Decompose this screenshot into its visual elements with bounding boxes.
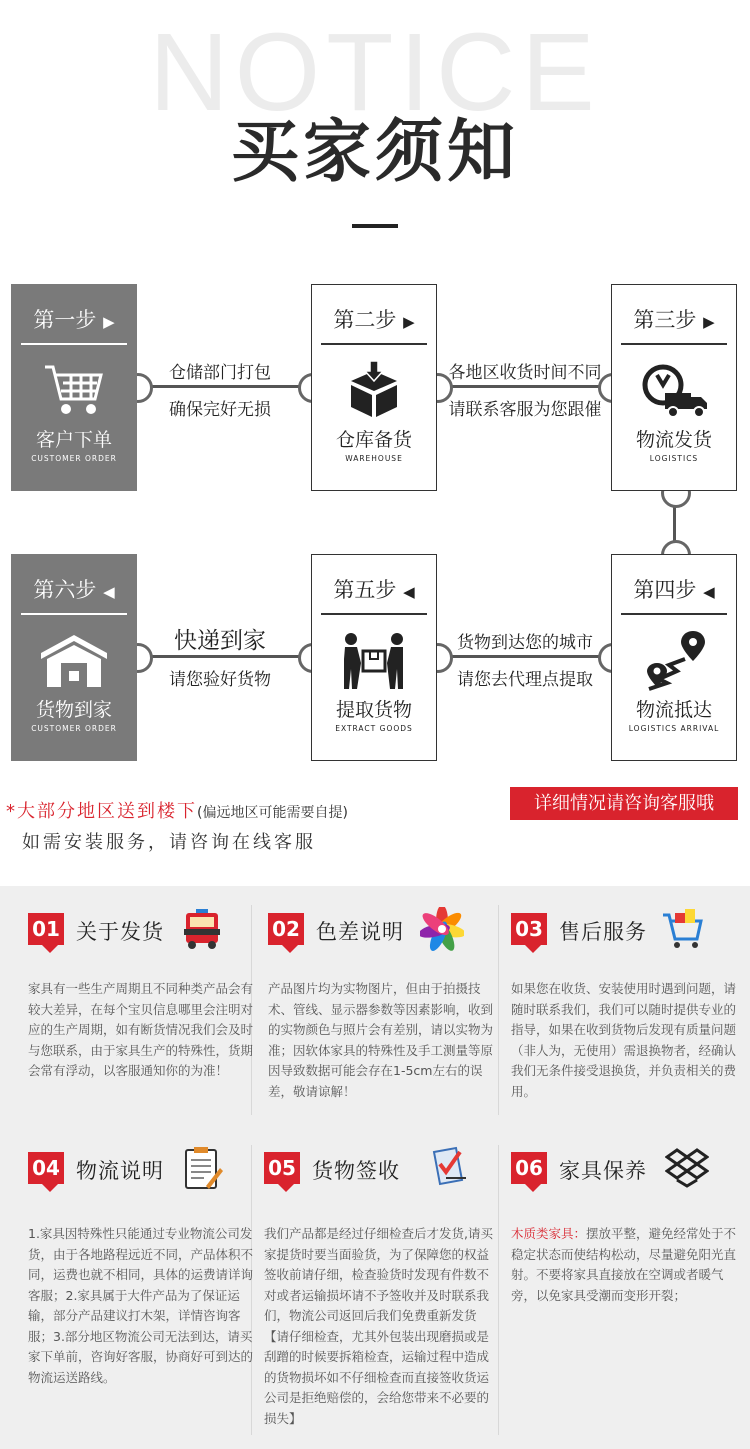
step-5-card <box>311 554 437 761</box>
step-label: 第五步 <box>333 578 397 602</box>
card-body: 产品图片均为实物图片，但由于拍摄技术、管线、显示器参数等因素影响，收到的实物颜色与照片会有差别，请以实物为准；因软体家具的特殊性及手工测量等原因导致数据可能会存在1-5cm左右的误差，敬请谅解！ <box>268 981 494 1099</box>
box-icon <box>339 359 409 421</box>
arrow-left-icon: ◀ <box>403 583 415 601</box>
step-6-card <box>11 554 137 761</box>
step-label: 第一步 <box>33 308 97 332</box>
arrow-right-icon: ▶ <box>103 313 115 331</box>
card-title: 家具保养 <box>559 1159 647 1183</box>
arrow-left-icon: ◀ <box>103 583 115 601</box>
step-label: 第四步 <box>633 578 697 602</box>
background-watermark-word: NOTICE <box>149 11 601 134</box>
connector-text-1-2-bottom: 确保完好无损 <box>169 400 271 420</box>
connector-line-1-2 <box>137 385 312 388</box>
step-name: 客户下单 <box>35 429 112 451</box>
connector-line-4-5 <box>437 655 612 658</box>
column-divider <box>498 905 499 1115</box>
connector-text-5-6-bottom: 请您验好货物 <box>169 670 271 690</box>
step-en: CUSTOMER ORDER <box>31 454 117 463</box>
card-number: 05 <box>264 1152 300 1184</box>
step-en: CUSTOMER ORDER <box>31 724 117 733</box>
color-wheel-icon <box>420 907 464 951</box>
card-number: 03 <box>511 913 547 945</box>
porters-icon <box>339 629 409 691</box>
arrow-left-icon: ◀ <box>703 583 715 601</box>
card-title: 色差说明 <box>316 920 404 944</box>
arrow-right-icon: ▶ <box>703 313 715 331</box>
connector-text-4-5-top: 货物到达您的城市 <box>457 633 593 653</box>
connector-text-5-6-top: 快递到家 <box>174 628 266 654</box>
delivery-note <box>6 797 348 823</box>
step-name: 物流发货 <box>635 429 712 451</box>
card-title: 物流说明 <box>76 1159 164 1183</box>
step-1-card <box>11 284 137 491</box>
step-en: WAREHOUSE <box>345 454 403 463</box>
card-body: 1.家具因特殊性只能通过专业物流公司发货，由于各地路程远近不同，产品体积不同，运费也就不相同，具体的运费请详询客服；2.家具属于大件产品为了保证运输，部分产品建议打木架，详情咨询客服；3.部分地区物流公司无法到达，请买家下单前，咨询好客服，协商好可到达的物流运送路线。 <box>28 1226 254 1385</box>
step-header-line <box>21 343 127 345</box>
card-title: 售后服务 <box>559 920 647 944</box>
delivery-truck-icon <box>639 359 709 421</box>
step-name: 仓库备货 <box>335 429 412 451</box>
step-en: LOGISTICS <box>649 454 699 463</box>
arrow-right-icon: ▶ <box>403 313 415 331</box>
step-name: 货物到家 <box>35 699 112 721</box>
step-name: 物流抵达 <box>635 699 712 721</box>
card-number: 01 <box>28 913 64 945</box>
step-header-line <box>321 343 427 345</box>
column-divider <box>498 1145 499 1435</box>
connector-text-2-3-bottom: 请联系客服为您跟催 <box>448 400 602 420</box>
step-2-card <box>311 284 437 491</box>
step-3-card <box>611 284 737 491</box>
warehouse-icon <box>39 629 109 691</box>
map-pin-icon <box>639 629 709 691</box>
card-body: 我们产品都是经过仔细检查后才发货,请买家提货时要当面验货，为了保障您的权益签收前请仔细，检查验货时发现有件数不对或者运输损坏请不予签收并及时联系我们，物流公司返回后我们免费重新发货【请仔细检查，尤其外包装出现磨损或是刮蹭的时候要拆箱检查，运输过程中造成的货物损坏如不仔细检查而直接签收货运公司是拒绝赔偿的，会给您带来不必要的损失】 <box>264 1226 493 1426</box>
step-4-card <box>611 554 737 761</box>
step-header-line <box>621 343 727 345</box>
connector-text-4-5-bottom: 请您去代理点提取 <box>457 670 593 690</box>
card-number: 06 <box>511 1152 547 1184</box>
card-number: 02 <box>268 913 304 945</box>
card-body <box>511 1224 741 1306</box>
step-en: EXTRACT GOODS <box>335 724 413 733</box>
card-body-text: 摆放平整，避免经常处于不稳定状态而使结构松动，尽量避免阳光直射。不要将家具直接放在空调或者暖气旁，以免家具受潮而变形开裂； <box>511 1226 737 1303</box>
card-number: 04 <box>28 1152 64 1184</box>
page-title: 买家须知 <box>230 113 519 192</box>
shopping-cart-icon <box>39 359 109 421</box>
card-title: 关于发货 <box>76 920 164 944</box>
connector-text-1-2-top: 仓储部门打包 <box>169 363 271 383</box>
step-header-line <box>321 613 427 615</box>
delivery-note-sub: (偏远地区可能需要自提) <box>197 805 348 821</box>
fire-truck-icon <box>180 907 224 951</box>
step-label: 第二步 <box>333 308 397 332</box>
install-note: 如需安装服务，请咨询在线客服 <box>22 832 316 853</box>
connector-line-5-6 <box>137 655 312 658</box>
card-body: 如果您在收货、安装使用时遇到问题，请随时联系我们，我们可以随时提供专业的指导，如果在收到货物后发现有质量问题（非人为，无使用）需退换物者，经确认我们无条件接受退换货，并负责相关的费用。 <box>511 981 737 1099</box>
asterisk: * <box>6 801 17 822</box>
step-header-line <box>621 613 727 615</box>
checklist-icon <box>426 1146 470 1190</box>
clipboard-icon <box>180 1146 224 1190</box>
step-en: LOGISTICS ARRIVAL <box>628 724 720 733</box>
step-label: 第三步 <box>633 308 697 332</box>
shopping-cart-icon <box>661 907 705 951</box>
connector-line-2-3 <box>437 385 612 388</box>
consult-service-button[interactable]: 详细情况请咨询客服哦 <box>510 787 738 820</box>
step-header-line <box>21 613 127 615</box>
step-name: 提取货物 <box>335 699 412 721</box>
card-title: 货物签收 <box>312 1159 400 1183</box>
title-underline <box>352 224 398 228</box>
step-label: 第六步 <box>33 578 97 602</box>
delivery-note-main: 大部分地区送到楼下 <box>17 801 197 822</box>
card-body: 家具有一些生产周期且不同种类产品会有较大差异，在每个宝贝信息哪里会注明对应的生产周期，如有断货情况我们会及时与您联系，由于家具生产的特殊性，货期会常有浮动，以客服通知你的为准！ <box>28 981 254 1078</box>
dropbox-icon <box>665 1146 709 1190</box>
card-highlight: 木质类家具： <box>511 1226 587 1241</box>
connector-text-2-3-top: 各地区收货时间不同 <box>448 363 602 383</box>
